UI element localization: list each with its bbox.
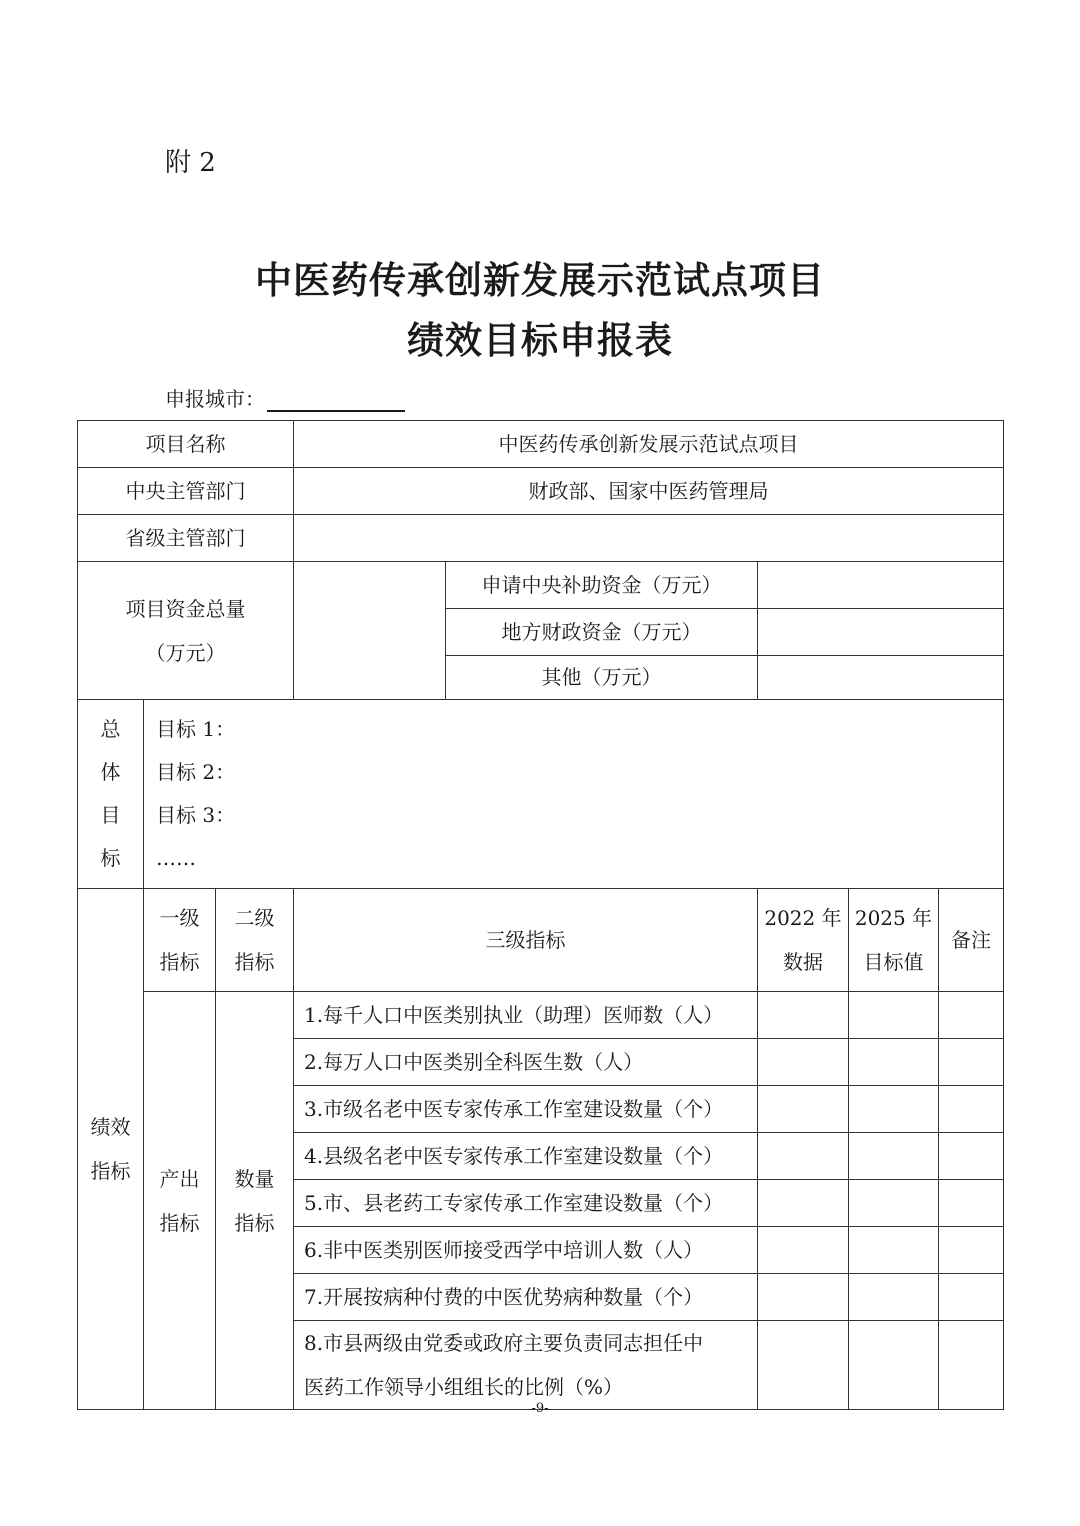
fund-other-value[interactable] [758, 656, 1004, 700]
indicator-8-remark[interactable] [939, 1321, 1004, 1410]
indicator-4-2022[interactable] [758, 1133, 849, 1180]
header-2022-data: 2022 年 数据 [758, 889, 849, 992]
performance-goal-form [77, 420, 1004, 1410]
header-level1: 一级 指标 [144, 889, 216, 992]
central-dept-label: 中央主管部门 [78, 468, 294, 515]
indicator-header-row [78, 889, 1004, 992]
indicator-2-2022[interactable] [758, 1039, 849, 1086]
indicator-1: 1.每千人口中医类别执业（助理）医师数（人） [294, 992, 758, 1039]
central-dept-value: 财政部、国家中医药管理局 [294, 468, 1004, 515]
indicator-8: 8.市县两级由党委或政府主要负责同志担任中 医药工作领导小组组长的比例（%） [294, 1321, 758, 1410]
project-name-label: 项目名称 [78, 421, 294, 468]
goal-item: 目标 3： [156, 803, 236, 827]
funds-total-label: 项目资金总量 （万元） [78, 562, 294, 700]
header-level3: 三级指标 [294, 889, 758, 992]
document-title-line2: 绩效目标申报表 [407, 319, 673, 362]
indicator-6: 6.非中医类别医师接受西学中培训人数（人） [294, 1227, 758, 1274]
fund-central-value[interactable] [758, 562, 1004, 609]
indicator-6-remark[interactable] [939, 1227, 1004, 1274]
output-indicator-label: 产出 指标 [144, 992, 216, 1410]
provincial-dept-value[interactable] [294, 515, 1004, 562]
indicator-3-2022[interactable] [758, 1086, 849, 1133]
fund-local-label: 地方财政资金（万元） [446, 609, 758, 656]
indicator-5-2022[interactable] [758, 1180, 849, 1227]
indicator-8-2022[interactable] [758, 1321, 849, 1410]
goal-item: …… [156, 846, 196, 870]
annex-label: 附 2 [165, 148, 216, 178]
header-remark: 备注 [939, 889, 1004, 992]
table-row [78, 992, 1004, 1039]
document-title-line1: 中医药传承创新发展示范试点项目 [255, 259, 825, 302]
indicator-2-2025[interactable] [849, 1039, 939, 1086]
goal-item: 目标 1： [156, 717, 236, 741]
city-input-blank[interactable] [267, 386, 405, 412]
indicator-7-2022[interactable] [758, 1274, 849, 1321]
fund-local-value[interactable] [758, 609, 1004, 656]
indicator-3-2025[interactable] [849, 1086, 939, 1133]
indicator-5: 5.市、县老药工专家传承工作室建设数量（个） [294, 1180, 758, 1227]
indicator-3-remark[interactable] [939, 1086, 1004, 1133]
project-name-value: 中医药传承创新发展示范试点项目 [294, 421, 1004, 468]
indicator-4-2025[interactable] [849, 1133, 939, 1180]
indicator-1-remark[interactable] [939, 992, 1004, 1039]
fund-central-label: 申请中央补助资金（万元） [446, 562, 758, 609]
fund-row-central [78, 562, 1004, 609]
provincial-dept-label: 省级主管部门 [78, 515, 294, 562]
overall-goal-list[interactable] [144, 700, 1004, 889]
indicator-5-remark[interactable] [939, 1180, 1004, 1227]
performance-indicator-label: 绩效 指标 [78, 889, 144, 1410]
central-dept-row [78, 468, 1004, 515]
indicator-2-remark[interactable] [939, 1039, 1004, 1086]
quantity-indicator-label: 数量 指标 [216, 992, 294, 1410]
indicator-7-2025[interactable] [849, 1274, 939, 1321]
indicator-8-2025[interactable] [849, 1321, 939, 1410]
indicator-5-2025[interactable] [849, 1180, 939, 1227]
city-row [165, 383, 405, 412]
overall-goal-label: 总 体 目 标 [78, 700, 144, 889]
funds-total-value[interactable] [294, 562, 446, 700]
overall-goal-row [78, 700, 1004, 889]
indicator-4: 4.县级名老中医专家传承工作室建设数量（个） [294, 1133, 758, 1180]
indicator-7: 7.开展按病种付费的中医优势病种数量（个） [294, 1274, 758, 1321]
indicator-6-2022[interactable] [758, 1227, 849, 1274]
indicator-7-remark[interactable] [939, 1274, 1004, 1321]
page-number: -9- [531, 1401, 549, 1416]
fund-other-label: 其他（万元） [446, 656, 758, 700]
indicator-1-2025[interactable] [849, 992, 939, 1039]
provincial-dept-row [78, 515, 1004, 562]
header-2025-target: 2025 年 目标值 [849, 889, 939, 992]
indicator-1-2022[interactable] [758, 992, 849, 1039]
city-label: 申报城市： [165, 387, 265, 411]
indicator-4-remark[interactable] [939, 1133, 1004, 1180]
goal-item: 目标 2： [156, 760, 236, 784]
indicator-6-2025[interactable] [849, 1227, 939, 1274]
header-level2: 二级 指标 [216, 889, 294, 992]
indicator-2: 2.每万人口中医类别全科医生数（人） [294, 1039, 758, 1086]
project-name-row [78, 421, 1004, 468]
indicator-3: 3.市级名老中医专家传承工作室建设数量（个） [294, 1086, 758, 1133]
